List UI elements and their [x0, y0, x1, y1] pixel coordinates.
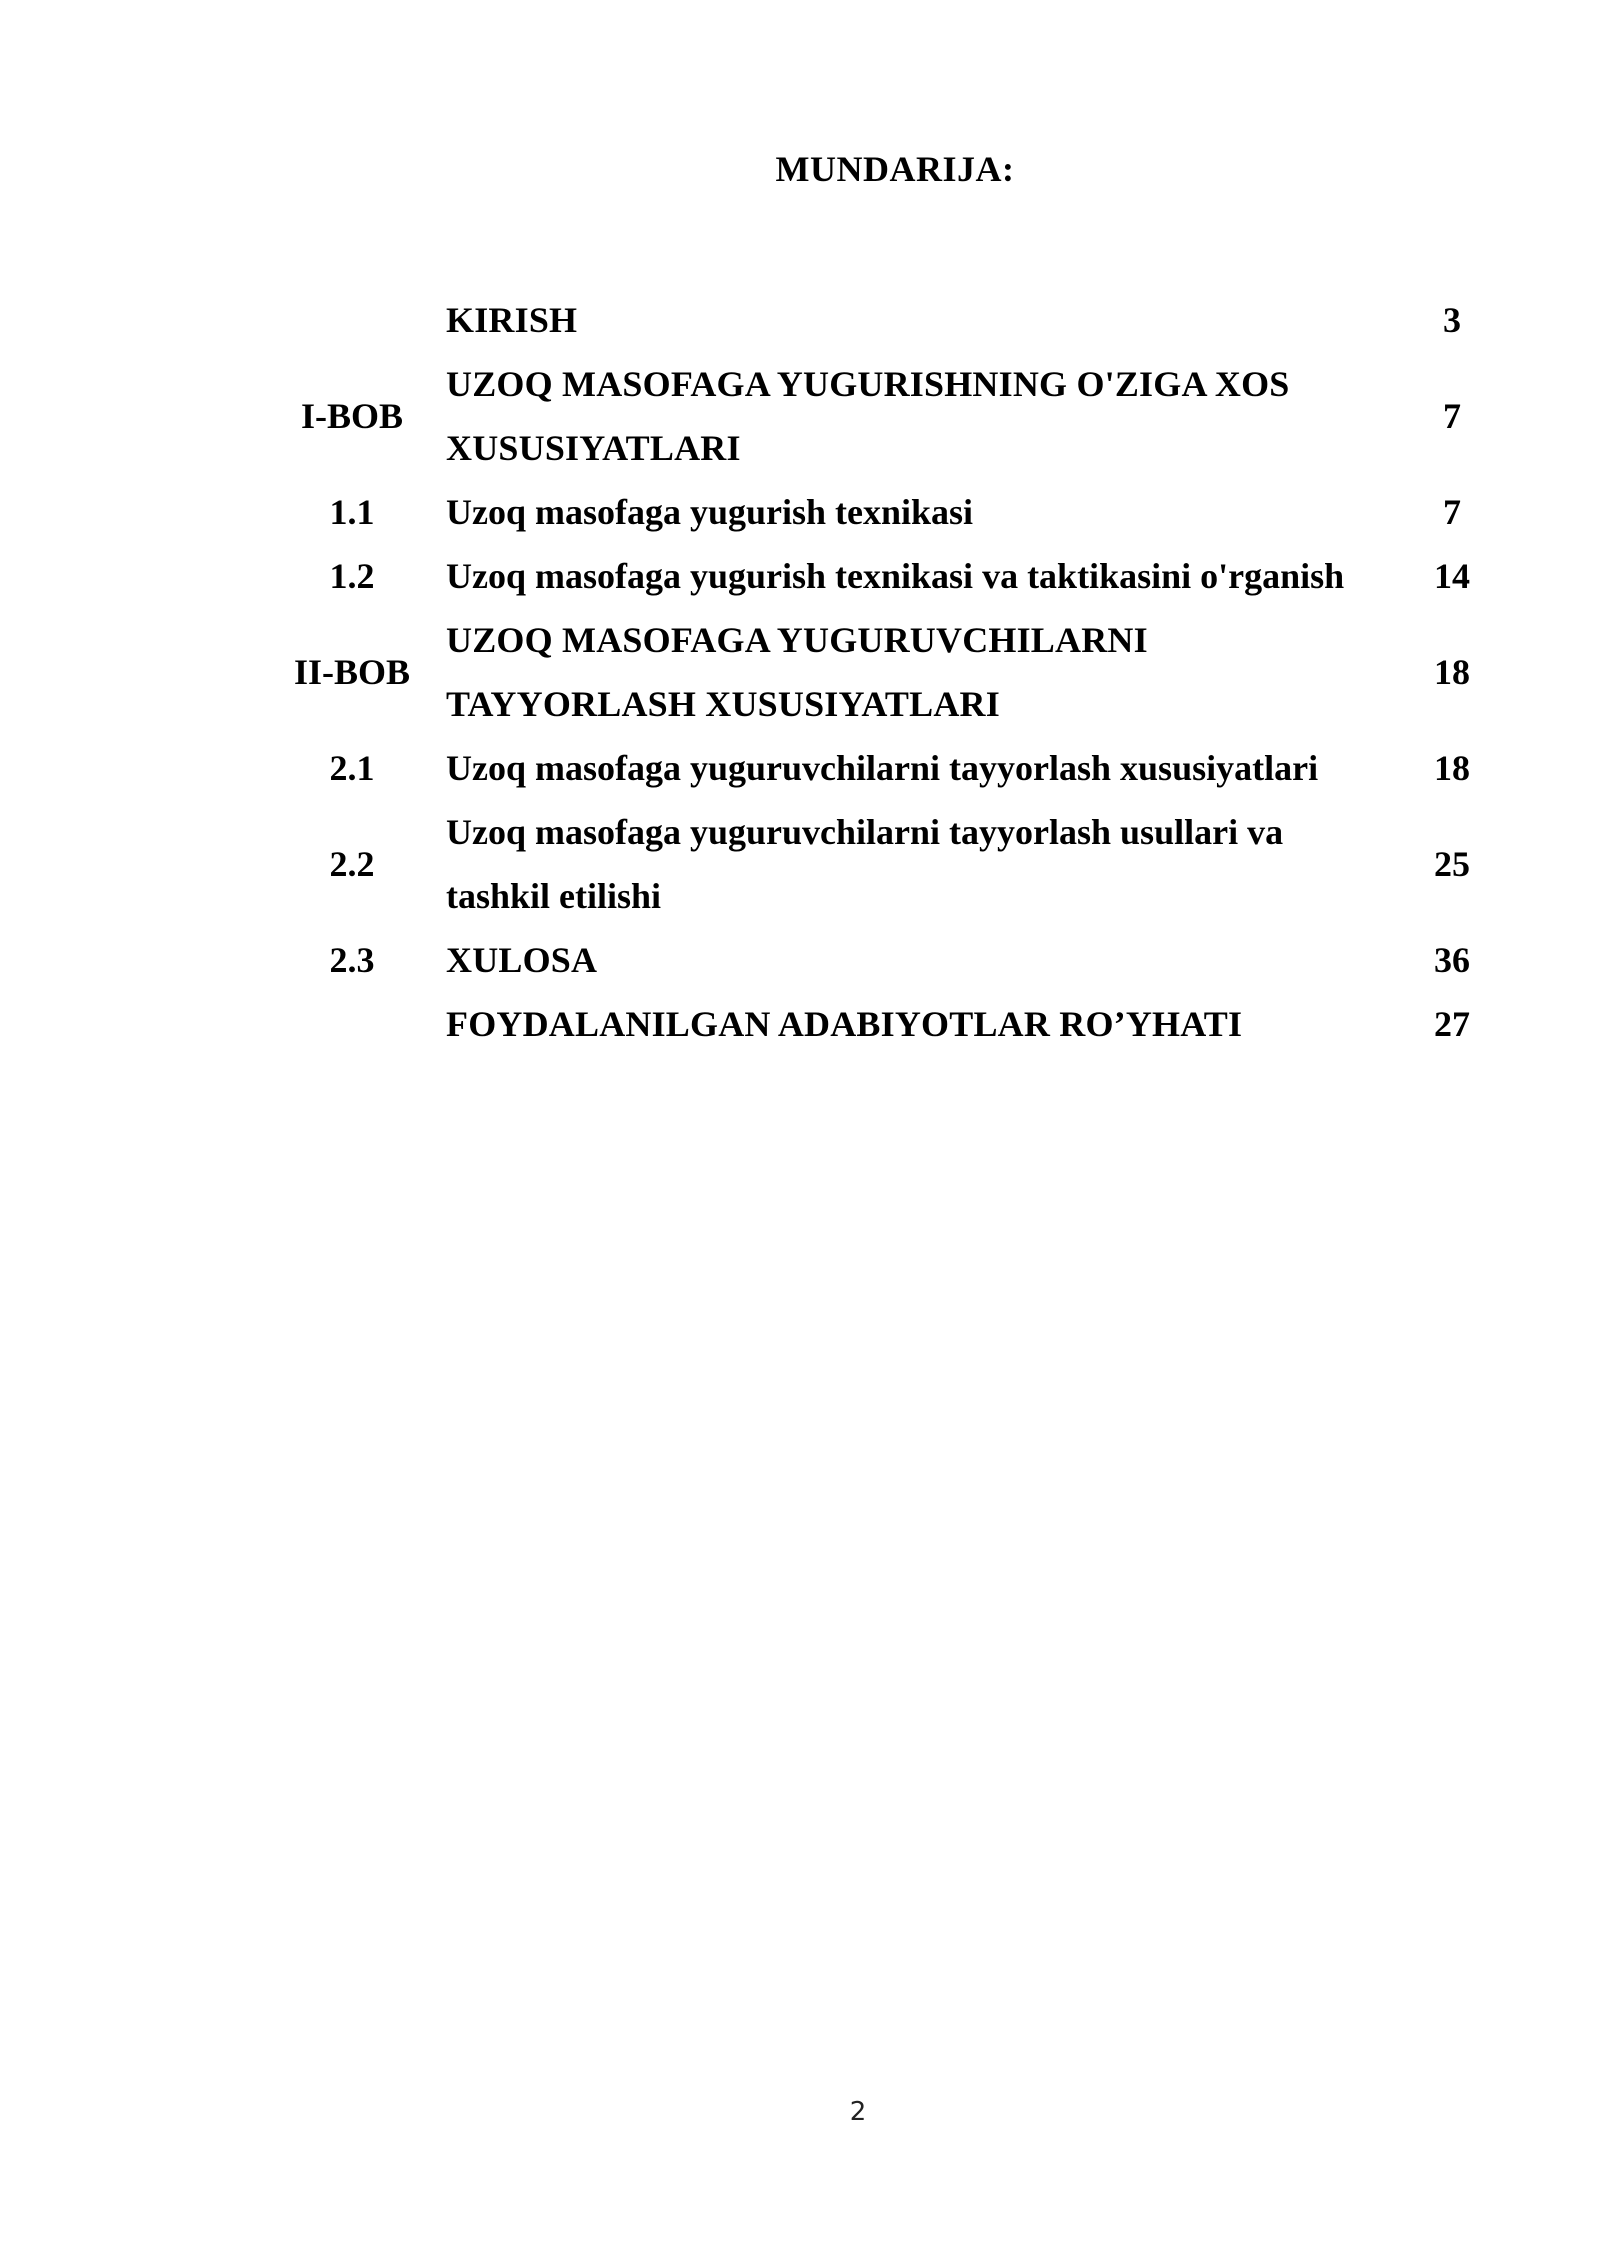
page-title: MUNDARIJA: [775, 149, 1015, 189]
toc-row-title-line: TAYYORLASH XUSUSIYATLARI [446, 684, 1000, 724]
toc-row-number: 2.2 [329, 844, 375, 884]
toc-row-section-1-2[interactable] [258, 544, 1498, 608]
toc-row-page: 14 [1434, 556, 1470, 596]
toc-row-title [446, 800, 1406, 928]
toc-row-title [446, 992, 1406, 1056]
page-number: 2 [849, 2097, 867, 2127]
toc-row-page: 7 [1443, 396, 1461, 436]
toc-row-title-line: Uzoq masofaga yugurish texnikasi [446, 492, 974, 532]
toc-row-title-line: XULOSA [446, 940, 598, 980]
table-of-contents [258, 288, 1498, 1056]
toc-row-title-line: Uzoq masofaga yuguruvchilarni tayyorlash xususiyatlari [446, 748, 1319, 788]
toc-row-title-line: FOYDALANILGAN ADABIYOTLAR RO’YHATI [446, 1004, 1243, 1044]
toc-row-title-line: XUSUSIYATLARI [446, 428, 741, 468]
toc-row-page: 18 [1434, 748, 1470, 788]
toc-row-section-2-2[interactable] [258, 800, 1498, 928]
toc-row-page: 36 [1434, 940, 1470, 980]
toc-row-title-line: KIRISH [446, 300, 578, 340]
toc-row-page: 3 [1443, 300, 1461, 340]
toc-row-number: 2.3 [329, 940, 375, 980]
toc-row-title-line: tashkil etilishi [446, 876, 662, 916]
toc-row-number [258, 992, 446, 1056]
toc-row-section-2-1[interactable] [258, 736, 1498, 800]
toc-row-number: 2.1 [329, 748, 375, 788]
toc-row-references[interactable] [258, 992, 1498, 1056]
toc-row-title [446, 736, 1406, 800]
toc-row-page: 7 [1443, 492, 1461, 532]
toc-row-title [446, 288, 1406, 352]
toc-row-section-2-3[interactable] [258, 928, 1498, 992]
toc-row-chapter-2[interactable] [258, 608, 1498, 736]
toc-row-title [446, 480, 1406, 544]
toc-row-page: 25 [1434, 844, 1470, 884]
toc-row-title [446, 928, 1406, 992]
toc-row-kirish[interactable] [258, 288, 1498, 352]
toc-row-page: 18 [1434, 652, 1470, 692]
toc-row-number: I-BOB [300, 396, 404, 436]
toc-row-number: 1.1 [329, 492, 375, 532]
toc-row-number: 1.2 [329, 556, 375, 596]
toc-row-number: II-BOB [293, 652, 411, 692]
toc-row-title [446, 352, 1406, 480]
toc-row-chapter-1[interactable] [258, 352, 1498, 480]
toc-row-title-line: UZOQ MASOFAGA YUGURUVCHILARNI [446, 620, 1148, 660]
toc-row-title-line: Uzoq masofaga yugurish texnikasi va taktikasini o'rganish [446, 556, 1345, 596]
toc-row-section-1-1[interactable] [258, 480, 1498, 544]
toc-row-title [446, 544, 1406, 608]
toc-row-title-line: Uzoq masofaga yuguruvchilarni tayyorlash usullari va [446, 812, 1284, 852]
toc-row-title-line: UZOQ MASOFAGA YUGURISHNING O'ZIGA XOS [446, 364, 1290, 404]
toc-row-title [446, 608, 1406, 736]
toc-row-number [258, 288, 446, 352]
toc-row-page: 27 [1434, 1004, 1470, 1044]
